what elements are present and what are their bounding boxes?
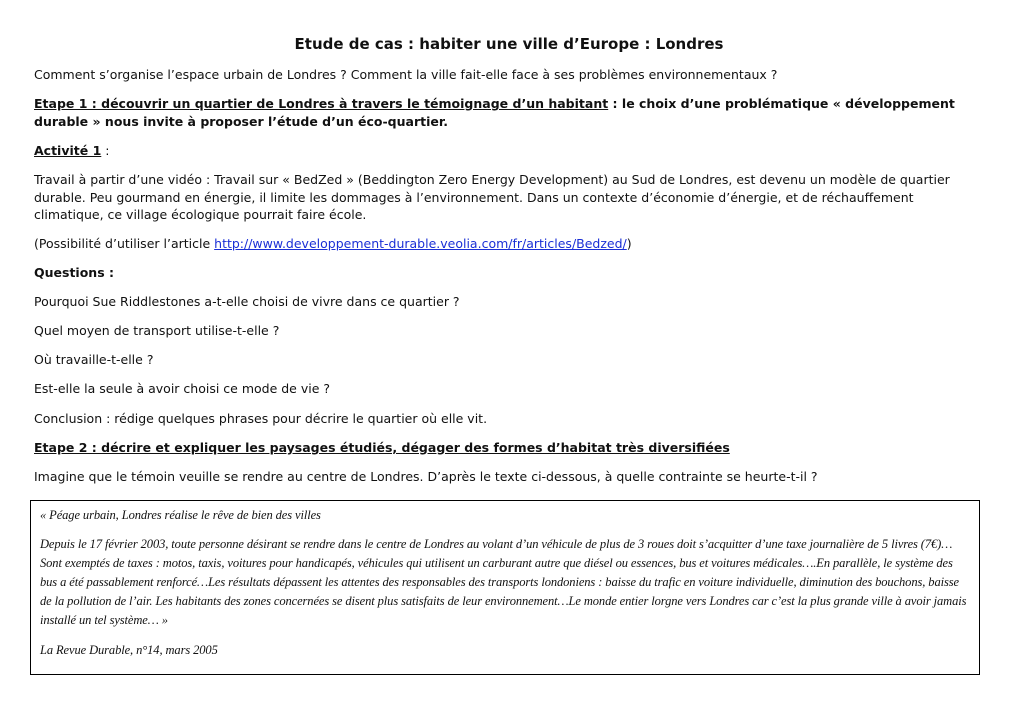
etape1-rest: : le choix d’une problématique « développement durable » nous invite à proposer l’étude d’un éco-quartier. bbox=[34, 96, 955, 129]
article-link[interactable]: http://www.developpement-durable.veolia.com/fr/articles/Bedzed/ bbox=[214, 236, 627, 251]
activite-suffix: : bbox=[101, 143, 110, 158]
question-item: Est-elle la seule à avoir choisi ce mode de vie ? bbox=[34, 381, 331, 396]
etape1-heading: Etape 1 : découvrir un quartier de Londres à travers le témoignage d’un habitant bbox=[34, 96, 609, 111]
activite-heading bbox=[34, 142, 974, 160]
etape2-heading: Etape 2 : décrire et expliquer les paysages étudiés, dégager des formes d’habitat très diversifiées bbox=[34, 440, 730, 455]
etape1-paragraph bbox=[34, 95, 974, 130]
activite-label: Activité 1 bbox=[34, 143, 102, 158]
etape2-prompt: Imagine que le témoin veuille se rendre au centre de Londres. D’après le texte ci-dessous, à quelle contrainte se heurte-t-il ? bbox=[34, 469, 818, 484]
question-item: Où travaille-t-elle ? bbox=[34, 352, 154, 367]
article-reference bbox=[34, 235, 974, 253]
article-suffix: ) bbox=[626, 236, 632, 251]
article-prefix: (Possibilité d’utiliser l’article bbox=[34, 236, 215, 251]
question-item: Quel moyen de transport utilise-t-elle ? bbox=[34, 323, 280, 338]
quote-title: « Péage urbain, Londres réalise le rêve de bien des villes bbox=[40, 508, 321, 522]
intro-question: Comment s’organise l’espace urbain de Londres ? Comment la ville fait-elle face à ses problèmes environnementaux ? bbox=[34, 67, 778, 82]
question-item: Conclusion : rédige quelques phrases pour décrire le quartier où elle vit. bbox=[34, 411, 488, 426]
quote-box bbox=[30, 500, 980, 675]
question-item: Pourquoi Sue Riddlestones a-t-elle choisi de vivre dans ce quartier ? bbox=[34, 294, 460, 309]
activite-text: Travail à partir d’une vidéo : Travail sur « BedZed » (Beddington Zero Energy Development) au Sud de Londres, est devenu un modèle de quartier durable. Peu gourmand en énergie, il limite les dommages à l’environnement. Dans un contexte d’économie d’énergie, et de réchauffement climatique, ce village écologique pourrait faire école. bbox=[34, 172, 950, 222]
quote-source: La Revue Durable, n°14, mars 2005 bbox=[40, 643, 218, 657]
page-title: Etude de cas : habiter une ville d’Europe : Londres bbox=[294, 35, 724, 53]
questions-heading: Questions : bbox=[34, 265, 114, 280]
quote-body: Depuis le 17 février 2003, toute personne désirant se rendre dans le centre de Londres au volant d’un véhicule de plus de 3 roues doit s’acquitter d’une taxe journalière de 5 livres (7€)…Sont exemptés de taxes : motos, taxis, voitures pour handicapés, véhicules qui utilisent un carburant autre que diésel ou essences, bus et voitures médicales….En parallèle, le système des bus a été passablement renforcé…Les résultats dépassent les attentes des responsables des transports londoniens : baisse du trafic en voiture individuelle, diminution des bouchons, baisse de la pollution de l’air. Les habitants des zones concernées se disent plus satisfaits de leur environnement…Le monde entier lorgne vers Londres car c’est la plus grande ville à avoir jamais installé un tel système… » bbox=[40, 537, 967, 627]
